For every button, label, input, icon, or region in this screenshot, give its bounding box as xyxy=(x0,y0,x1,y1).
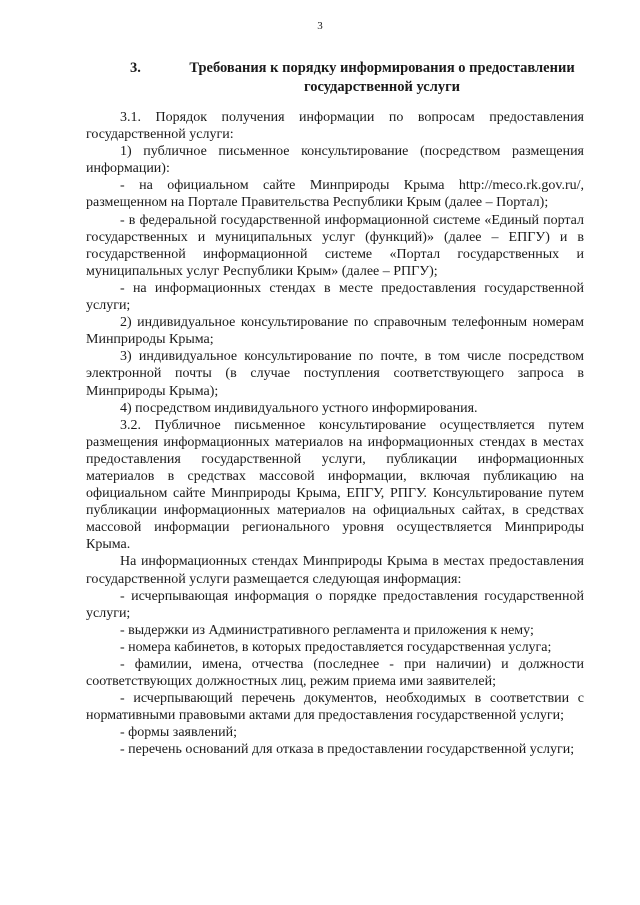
section-title: Требования к порядку информирования о предоставлении государственной услуги xyxy=(189,60,575,95)
document-body xyxy=(86,109,584,759)
list-item: - на информационных стендах в месте предоставления государственной услуги; xyxy=(86,280,584,314)
list-item: - исчерпывающая информация о порядке предоставления государственной услуги; xyxy=(86,588,584,621)
list-item: - фамилии, имена, отчества (последнее - при наличии) и должности соответствующих должностных лиц, режим приема ими заявителей; xyxy=(86,657,584,690)
list-item: - исчерпывающий перечень документов, необходимых в соответствии с нормативными правовыми актами для предоставления государственной услуги; xyxy=(86,691,584,724)
paragraph: На информационных стендах Минприроды Крыма в местах предоставления государственной услуги размещается следующая информация: xyxy=(86,554,584,587)
paragraph: 3.2. Публичное письменное консультирование осуществляется путем размещения информационных материалов на информационных стендах в местах предоставления государственной услуги, публикации информационных материалов в средствах массовой информации, включая публикацию на официальном сайте Минприроды Крыма, ЕПГУ, РПГУ. Консультирование путем публикации информационных материалов на официальных сайтах, в средствах массовой информации регионального уровня осуществляется Минприроды Крыма. xyxy=(86,417,584,553)
list-item: - выдержки из Административного регламента и приложения к нему; xyxy=(120,622,534,638)
section-number: 3. xyxy=(130,60,141,76)
list-item: - в федеральной государственной информационной системе «Единый портал государственных и муниципальных услуг (функций)» (далее – ЕПГУ) и в государственной информационной системе «Портал государственных и муниципальных услуг Республики Крым» (далее – РПГУ); xyxy=(86,212,584,279)
section-heading xyxy=(130,59,590,97)
list-item: - на официальном сайте Минприроды Крыма http://meco.rk.gov.ru/, размещенном на Портале Правительства Республики Крым (далее – Портал); xyxy=(86,178,584,211)
list-item: - перечень оснований для отказа в предоставлении государственной услуги; xyxy=(120,742,575,758)
list-item: 4) посредством индивидуального устного информирования. xyxy=(120,400,478,416)
list-item: - формы заявлений; xyxy=(120,725,237,741)
list-item: 1) публичное письменное консультирование (посредством размещения информации): xyxy=(86,144,584,177)
list-item: 3) индивидуальное консультирование по почте, в том числе посредством электронной почты (в случае поступления соответствующего запроса в Минприроды Крыма); xyxy=(86,349,584,399)
list-item: 2) индивидуальное консультирование по справочным телефонным номерам Минприроды Крыма; xyxy=(86,315,584,348)
list-item: - номера кабинетов, в которых предоставляется государственная услуга; xyxy=(120,639,552,655)
paragraph: 3.1. Порядок получения информации по вопросам предоставления государственной услуги: xyxy=(86,110,584,143)
page-number: 3 xyxy=(317,20,323,32)
